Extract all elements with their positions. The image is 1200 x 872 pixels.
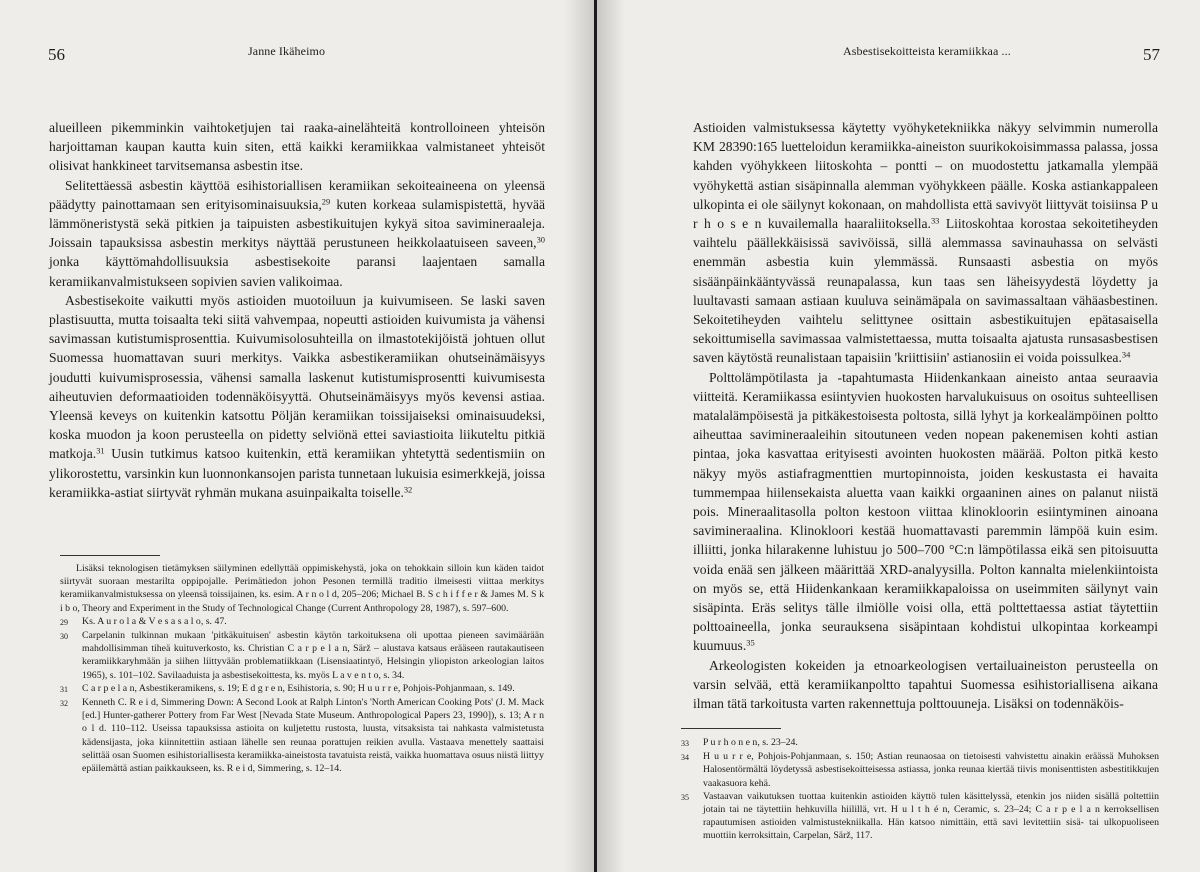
right-paragraph: Arkeologisten kokeiden ja etnoarkeologisen vertailuaineiston perusteella on varsin selvää, että keramiikanpoltto tapahtui Suomessa esihistoriallisena aikana ilman tätä tarkoitusta varten rakennettuja polttouuneja. Lisäksi on todennäköis-: [693, 657, 1158, 712]
left-footnotes: [60, 562, 544, 775]
footnote: [60, 615, 544, 629]
right-paragraph: Polttolämpötilasta ja -tapahtumasta Hiidenkankaan aineisto antaa seuraavia viitteitä. Keramiikassa esiintyvien huokosten harvalukuisuus on osoitus suhteellisen matalalämpöisestä ja pitkäkestoisesta poltosta, sillä lyhyt ja korkealämpöinen poltto aiheuttaa savimineraaleihin sitoutuneen veden nopean pakenemisen kohti astian pintaa, joka kasvattaa erityisesti avointen huokosten määrää. Polton pitkä kesto näkyy myös astiafragmenttien murtopinnoista, joiden keskustasta ei havaita tummempaa hiilensekaista aluetta vaan kaikki orgaaninen aines on palanut niistä pois. Mineraalitasolla polton kestoon viittaa klinokloorin esiintyminen ainoana savimineraalina. Klinokloori kestää huomattavasti paremmin lämpöä kuin esim. illiitti, jonka hilarakenne luhistuu jo 500–700 °C:n lämpötilassa eikä sen pitoisuutta voida enää sen jälkeen määrittää XRD-analyysilla. Polton kannalta mielenkiintoista on myös se, että Hiidenkankaan keramiikkapaloissa on useimmiten säilynyt vain sisäpinta. Eräs selitys tälle ilmiölle voisi olla, että polttettaessa astiat täytettiin polttoaineella, jonka seurauksena sisäpintaan kohdistui ulkopintaa korkeampi kuumuus.$^{35}$: [693, 369, 1158, 654]
left-body-text: [49, 118, 545, 502]
left-paragraph: alueilleen pikemminkin vaihtoketjujen tai raaka-ainelähteitä kontrolloineen yhteisön harjoittaman kaupan kautta kuin siten, että kaikki keramiikkaa valmistaneet yhteisöt olisivat hankkineet tarvitsemansa asbestin itse.: [49, 120, 545, 174]
footnote: [60, 629, 544, 682]
footnote: [681, 750, 1159, 790]
page-number-left: 56: [48, 45, 65, 64]
footnote: [681, 736, 1159, 750]
left-paragraph: Asbestisekoite vaikutti myös astioiden muotoiluun ja kuivumiseen. Se laski saven plastisuutta, mutta toisaalta teki siitä vahvempaa, nopeutti astioiden kuivumista ja vähensi savimassan kutistumisprosenttia. Kuivumisolosuhteilla on ilmastotekijöistä johtuen ollut Suomessa huomattavan suuri merkitys. Vaikka asbestikeramiikan ohutseinämäisyys joudutti kuivumisprosessia, vähensi samalla laskenut kutistumisprosentti kuivumisesta aiheutuvien deformaatioiden todennäköisyyttä. Ohutseinämäisyys myös kevensi astiaa. Yleensä keveys on kuitenkin katsottu Pöljän keramiikan toissijaiseksi ominaisuudeksi, koska muodon ja koon perusteella on pidetty selviönä ettei saviastioita liikuteltu pitkiä matkoja.$^{31}$ Uusin tutkimus katsoo kuitenkin, että keramiikan yhtetyttä sedentismiin on ylikorostettu, varsinkin kun luonnonkansojen parista tunnetaan lukuisia esimerkkejä, joissa keramiikka-astiat siirtyvät ryhmän mukana asuinpaikalta toiselle.$^{32}$: [49, 292, 545, 500]
footnote-text: C a r p e l a n, Asbestikeramikens, s. 19; E d g r e n, Esihistoria, s. 90; H u u r r e, Pohjois-Pohjanmaan, s. 149.: [82, 682, 515, 694]
footnote-ref: 35: [746, 637, 755, 648]
footnote-continuation: Lisäksi teknologisen tietämyksen säilyminen edellyttää oppimiskehystä, joka on tehokkain silloin kun käden taidot siirtyvät suoraan mestarilta oppipojalle. Perimätiedon johon Pesonen termillä traditio ilmeisesti viittaa merkitys keramiikanvalmistuksessa on yleensä toissijainen, ks. esim. A r n o l d, 205–206; Michael B. S c h i f f e r & James M. S k i b o, Theory and Experiment in the Study of Technological Change (Current Anthropology 28, 1987), s. 597–600.: [60, 563, 544, 614]
footnote-number: 31: [60, 684, 68, 694]
page-number-right: 57: [1143, 45, 1160, 64]
footnote-number: 35: [681, 792, 689, 802]
footnote-text: Carpelanin tulkinnan mukaan 'pitkäkuituisen' asbestin käytön tarkoituksena oli upottaa pieneen savimäärään mahdollisimman tiheä kuituverkosto, ks. Christian C a r p e l a n, Särž – alustava katsaus erääseen rautakautiseen keramiikkaryhmään ja siihen liittyvään problematiikkaan (Lisensiaatintyö, Helsingin yliopiston arkeologian laitos 1965), s. 101–102. Savilaaduista ja asbestisekoittesta, ks. myös L a v e n t o, s. 34.: [82, 630, 544, 681]
right-paragraph: Astioiden valmistuksessa käytetty vyöhyketekniikka näkyy selvimmin numerolla KM 28390:165 luetteloidun keramiikka-aineiston suurikokoisimmassa palassa, jossa kahden vyöhykkeen liitoskohta – pontti – on muodostettu jatkamalla ylempää vyöhykettä astian sisäpinnalla alemman vyöhykkeen päälle. Koska astiankappaleen ulkopinta ei ole säilynyt kokonaan, on mahdollista että savivyöt liittyvät toisiinsa P u r h o s e n kuvailemalla haaraliitoksella.$^{33}$ Liitoskohtaa korostaa sekoitetiheyden vaihtelu päällekkäisissä savivöissä, sillä alemmassa savinauhassa on selvästi enemmän asbestia kuin ylemmässä. Runsaasti asbestia on myös sisäänpäinkääntyvässä reunapalassa, kun taas sen läheisyydestä löydetty ja luultavasti samaan astiaan kuuluva seinämäpala on savimassaltaan vähäasbestinen. Sekoitetiheyden vaihtelu selittynee osittain asbestikuitujen epätasaisella sekoittumisella savimassaa valmistettaessa, mutta toisaalta ajatusta runsasasbestisen saven käytöstä reunalistaan tapaisiin 'kriittisiin' astianosiin ei voida poissulkea.$^{34}$: [693, 120, 1159, 366]
footnote-number: 29: [60, 617, 68, 627]
footnote: [681, 790, 1159, 843]
footnote: [60, 696, 544, 775]
footnote-ref: 29: [321, 196, 331, 207]
footnote-number: 34: [681, 753, 689, 763]
footnote-text: Kenneth C. R e i d, Simmering Down: A Second Look at Ralph Linton's 'North American Cooking Pots' (J. M. Mack [ed.] Hunter-gatherer Pottery from Far West [Nevada State Museum. Anthropological Papers 23, 1990]), s. 13; A r n o l d. 110–112. Useissa tapauksissa astioita on kuljetettu rustosta, luusta, vitsaksista tai nahkasta valmistetusta kädensijasta, joka kiinnitettiin astiaan lähelle sen reunaa porattujen reikien avulla. Vastaava menettely saattaisi selittää osan Suomen esihistoriallisesta keramiikka-aineistosta tavatuista reistä, vaikka huomattava osuus niistä liittyy epäilemättä astian paikkaukseen, ks. R e i d, Simmering, s. 12–14.: [82, 697, 544, 775]
footnote-text: Vastaavan vaikutuksen tuottaa kuitenkin astioiden käyttö tulen käsittelyssä, etenkin jos niiden sisällä poltettiin jotain tai ne täytettiin hehkuvilla hiilillä, vrt. H u l t h é n, Ceramic, s. 23–24; C a r p e l a n kerroksellisen rapautumisen astioiden valmistustekniikalla. Hän katsoo nimittäin, että savi levitettiin sisä- tai ulkopuoliseen muottiin kerroksittain, Carpelan, Särž, 117.: [703, 790, 1159, 842]
footnote-rule-left: [60, 555, 160, 556]
footnote-number: 30: [60, 632, 68, 642]
footnote-text: H u u r r e, Pohjois-Pohjanmaan, s. 150; Astian reunaosaa on tietoisesti vahvistettu ainakin eräässä Muhoksen Halosentörmältä löydetyssä asbestisekoitteisessa astiassa, jonka reunaa kiertää tiivis monisenttisten asbestitikkujen vaakasuora kehä.: [703, 751, 1159, 789]
footnote-rule-right: [681, 728, 781, 729]
footnote-ref: 31: [96, 445, 105, 456]
right-page: [597, 0, 1200, 872]
left-paragraph: Selitettäessä asbestin käyttöä esihistoriallisen keramiikan sekoiteaineena on yleensä päädytty painottamaan sen erityisominaisuuksia,$^{29}$ kuten korkeaa sulamispistettä, hyvää lämmöneristystä sekä pitkien ja taipuisten asbestikuitujen kykyä sitoa savimineraaleja. Joissain tapauksissa asbestin merkitys näyttää perustuneen heikkolaatuiseen saveen,$^{30}$ jonka käyttömahdollisuuksia asbestisekoite paransi laajentaen samalla keramiikanvalmistukseen sopivien savien valikoimaa.: [49, 177, 546, 289]
footnote-ref: 33: [930, 215, 940, 226]
running-head-right: Asbestisekoitteista keramiikkaa ...: [843, 44, 1011, 58]
running-head-left: Janne Ikäheimo: [248, 44, 326, 58]
footnote-ref: 34: [1121, 349, 1131, 360]
left-page: [0, 0, 594, 872]
footnote-text: Ks. A u r o l a & V e s a s a l o, s. 47.: [82, 615, 227, 627]
footnote-number: 33: [681, 739, 689, 748]
footnote: [60, 682, 544, 696]
footnote-ref: 30: [536, 234, 545, 245]
footnote-text: P u r h o n e n, s. 23–24.: [703, 737, 798, 748]
footnote-ref: 32: [403, 484, 413, 495]
right-footnotes: [681, 736, 1159, 843]
footnote-number: 32: [60, 699, 68, 709]
right-body-text: [693, 118, 1158, 713]
